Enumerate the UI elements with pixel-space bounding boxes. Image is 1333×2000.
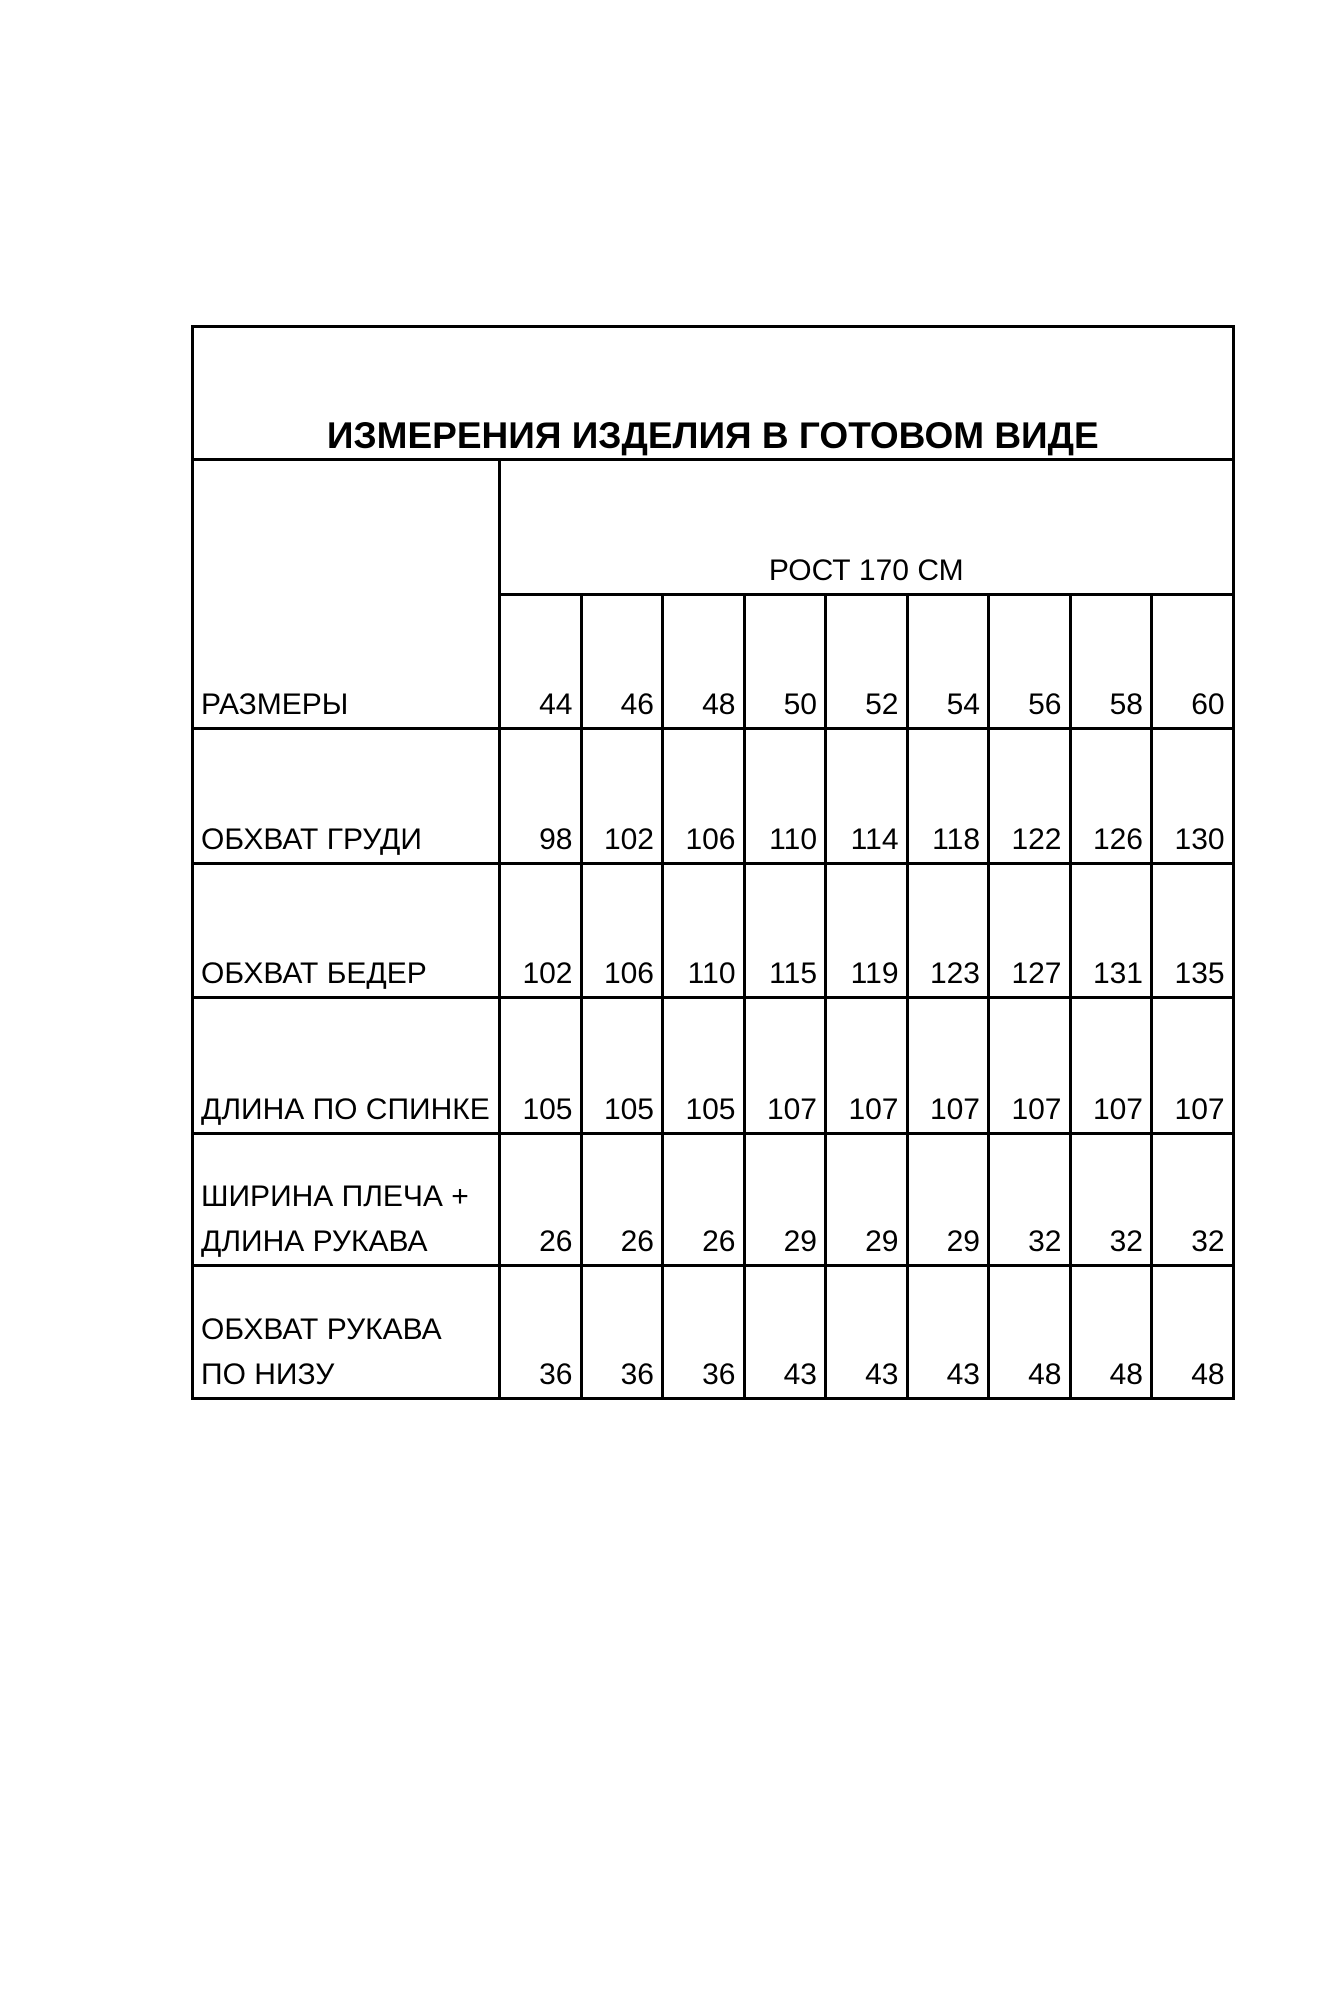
measurement-value: 48 <box>1152 1266 1234 1399</box>
measurement-value: 135 <box>1152 864 1234 998</box>
table-row <box>193 327 1234 460</box>
measurement-value: 43 <box>907 1266 989 1399</box>
measurement-label-line: ОБХВАТ БЕДЕР <box>201 957 427 990</box>
measurement-value: 105 <box>500 998 582 1134</box>
measurement-value: 32 <box>1152 1134 1234 1266</box>
measurement-value: 106 <box>581 864 663 998</box>
size-col-header: 60 <box>1152 595 1234 729</box>
measurement-value: 127 <box>989 864 1071 998</box>
measurement-value: 32 <box>1070 1134 1152 1266</box>
measurement-label-line: ДЛИНА РУКАВА <box>201 1225 428 1258</box>
measurement-value: 29 <box>907 1134 989 1266</box>
measurement-label <box>193 998 500 1134</box>
measurement-label <box>193 1134 500 1266</box>
measurement-label-line: ШИРИНА ПЛЕЧА + <box>201 1180 469 1213</box>
measurement-value: 36 <box>581 1266 663 1399</box>
measurement-value: 48 <box>1070 1266 1152 1399</box>
table-title: ИЗМЕРЕНИЯ ИЗДЕЛИЯ В ГОТОВОМ ВИДЕ <box>193 327 1234 460</box>
size-col-header: 44 <box>500 595 582 729</box>
measurement-value: 115 <box>744 864 826 998</box>
garment-measurements-table <box>191 325 1235 1400</box>
measurement-value: 107 <box>907 998 989 1134</box>
measurement-value: 43 <box>744 1266 826 1399</box>
measurement-value: 26 <box>500 1134 582 1266</box>
measurement-value: 118 <box>907 729 989 864</box>
measurement-value: 107 <box>744 998 826 1134</box>
size-col-header: 48 <box>663 595 745 729</box>
measurement-value: 102 <box>581 729 663 864</box>
size-col-header: 56 <box>989 595 1071 729</box>
table-row <box>193 864 1234 998</box>
size-col-header: 46 <box>581 595 663 729</box>
measurement-value: 110 <box>663 864 745 998</box>
measurement-value: 36 <box>663 1266 745 1399</box>
table-row <box>193 460 1234 595</box>
measurement-value: 107 <box>1070 998 1152 1134</box>
measurement-value: 32 <box>989 1134 1071 1266</box>
measurement-value: 110 <box>744 729 826 864</box>
measurement-value: 114 <box>826 729 908 864</box>
measurement-value: 119 <box>826 864 908 998</box>
measurement-value: 98 <box>500 729 582 864</box>
measurement-value: 126 <box>1070 729 1152 864</box>
measurement-label-line: ОБХВАТ РУКАВА <box>201 1313 442 1346</box>
size-col-header: 54 <box>907 595 989 729</box>
sizes-row-label: РАЗМЕРЫ <box>193 460 500 729</box>
measurement-label <box>193 729 500 864</box>
measurement-value: 122 <box>989 729 1071 864</box>
measurement-value: 105 <box>663 998 745 1134</box>
measurement-value: 48 <box>989 1266 1071 1399</box>
measurement-value: 130 <box>1152 729 1234 864</box>
measurement-value: 26 <box>663 1134 745 1266</box>
measurement-value: 107 <box>989 998 1071 1134</box>
measurement-value: 106 <box>663 729 745 864</box>
measurement-label <box>193 864 500 998</box>
measurement-value: 107 <box>1152 998 1234 1134</box>
measurement-value: 26 <box>581 1134 663 1266</box>
measurement-label-line: ОБХВАТ ГРУДИ <box>201 823 422 856</box>
table-row <box>193 729 1234 864</box>
measurement-value: 102 <box>500 864 582 998</box>
measurement-label-line: ПО НИЗУ <box>201 1358 335 1391</box>
measurement-value: 107 <box>826 998 908 1134</box>
measurement-value: 29 <box>826 1134 908 1266</box>
measurement-value: 36 <box>500 1266 582 1399</box>
measurement-value: 131 <box>1070 864 1152 998</box>
measurement-label <box>193 1266 500 1399</box>
height-header: РОСТ 170 СМ <box>500 460 1234 595</box>
measurement-value: 105 <box>581 998 663 1134</box>
table-row <box>193 998 1234 1134</box>
measurement-label-line: ДЛИНА ПО СПИНКЕ <box>201 1093 490 1126</box>
measurement-value: 43 <box>826 1266 908 1399</box>
size-col-header: 58 <box>1070 595 1152 729</box>
size-col-header: 52 <box>826 595 908 729</box>
table-row <box>193 1134 1234 1266</box>
measurement-value: 123 <box>907 864 989 998</box>
measurement-value: 29 <box>744 1134 826 1266</box>
table-row <box>193 1266 1234 1399</box>
size-col-header: 50 <box>744 595 826 729</box>
